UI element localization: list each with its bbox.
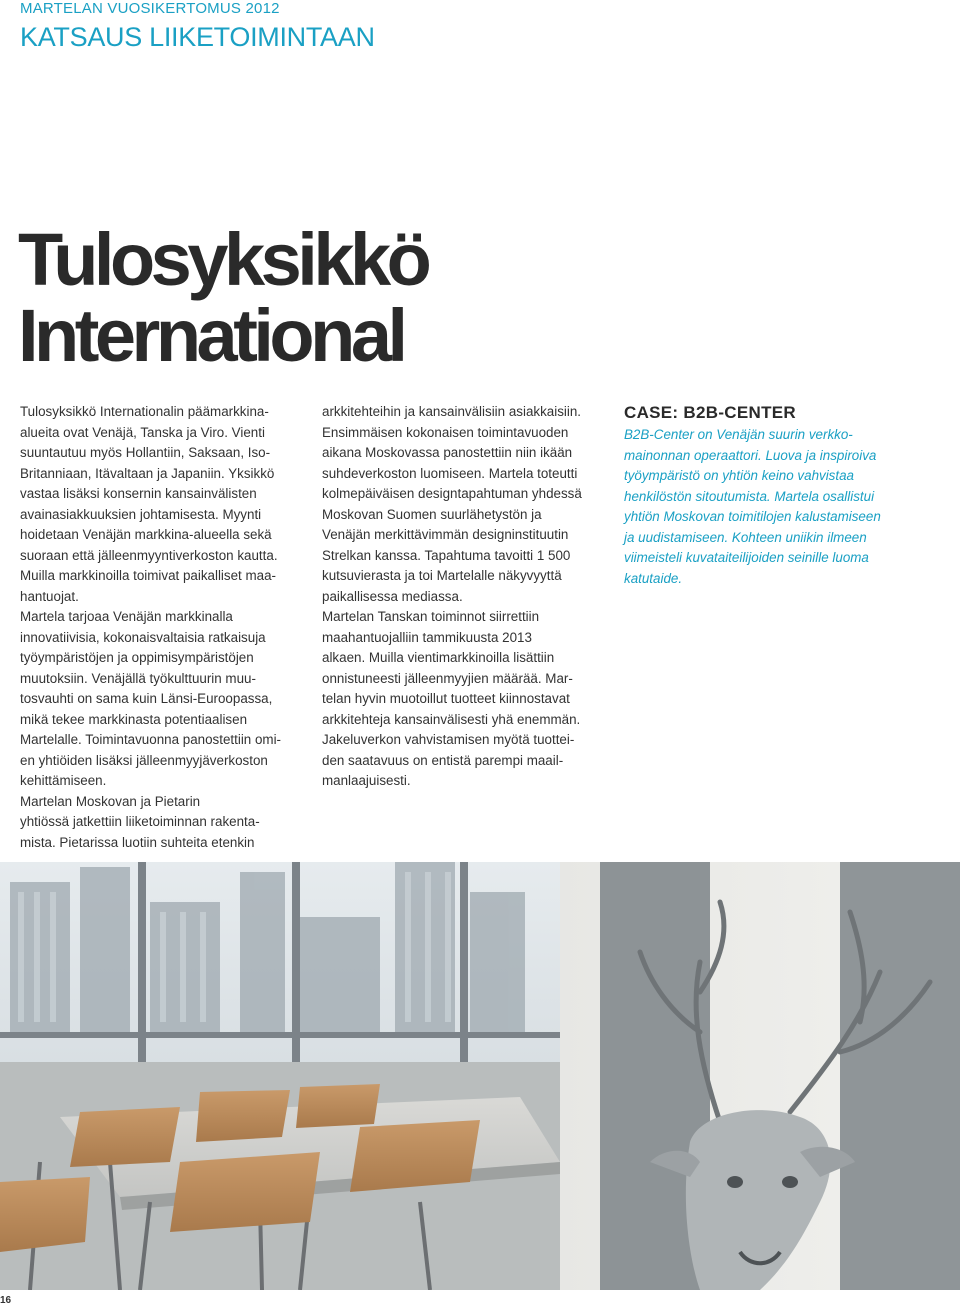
office-photo <box>0 862 960 1290</box>
paragraph: Martelan Tanskan toiminnot siirrettiin maahantuojalliin tammikuusta 2013 alkaen. Muilla vientimarkkinoilla lisättiin onnistuneesti jälleenmyyjien määrää. Mar- telan hyvin muotoillut tuotteet kiinnostavat arkkitehteja kansainvälisesti yhä enemmän. Jakeluverkon vahvistamisen myötä tuottei- den saatavuus on entistä parempi maail- manlaajuisesti. <box>322 609 581 788</box>
report-kicker: MARTELAN VUOSIKERTOMUS 2012 <box>20 0 280 17</box>
body-column-2 <box>322 402 592 792</box>
case-box <box>624 402 904 589</box>
paragraph: Tulosyksikkö Internationalin päämarkkina- alueita ovat Venäjä, Tanska ja Viro. Vienti suuntautuu myös Hollantiin, Saksaan, Iso- Britanniaan, Itävaltaan ja Japaniin. Yksikkö vastaa lisäksi konsernin kansainvälisten avainasiakkuuksien johtamisesta. Myynti hoidetaan Venäjän markkina-alueella sekä suoraan että jälleenmyyntiverkoston kautta. Muilla markkinoilla toimivat paikalliset maa- hantuojat. <box>20 404 278 604</box>
body-column-1 <box>20 402 290 853</box>
paragraph: Martelan Moskovan ja Pietarin yhtiössä jatkettiin liiketoiminnan rakenta- mista. Pietarissa luotiin suhteita etenkin <box>20 793 260 850</box>
section-title: KATSAUS LIIKETOIMINTAAN <box>20 22 375 52</box>
paragraph: Martela tarjoaa Venäjän markkinalla innovatiivisia, kokonaisvaltaisia ratkaisuja työympäristöjen ja oppimisympäristöjen muutoksiin. Venäjällä työkulttuurin muu- tosvauhti on sama kuin Länsi-Euroopassa, mikä tekee markkinasta potentiaalisen Martelalle. Toimintavuonna panostettiin omi- en yhtiöiden lisäksi jälleenmyyjäverkoston kehittämiseen. <box>20 609 282 788</box>
paragraph: arkkitehteihin ja kansainvälisiin asiakkaisiin. Ensimmäisen kokonaisen toimintavuoden aikana Moskovassa panostettiin niin ikään suhdeverkoston luomiseen. Martela toteutti kolmepäiväisen designtapahtuman yhdessä Moskovan Suomen suurlähetystön ja Venäjän merkittävimmän designinstituutin Strelkan kanssa. Tapahtuma tavoitti 1 500 kutsuvierasta ja toi Martelalle näkyvyyttä paikallisessa mediassa. <box>322 404 582 604</box>
case-text: B2B-Center on Venäjän suurin verkko- mainonnan operaattori. Luova ja inspiroiva työympäristö on yhtiön keino vahvistaa henkilöstön sitoutumista. Martela osallistui yhtiön Moskovan toimitilojen kalustamiseen ja uudistamiseen. Kohteen uniikin ilmeen viimeisteli kuvataiteilijoiden seinille luoma katutaide. <box>624 427 881 586</box>
page-title-line-1: Tulosyksikkö <box>18 218 428 301</box>
case-title: CASE: B2B-CENTER <box>624 403 796 422</box>
page-title-line-2: International <box>18 294 404 377</box>
page-number: 16 <box>0 1295 12 1306</box>
page-title <box>18 218 428 377</box>
